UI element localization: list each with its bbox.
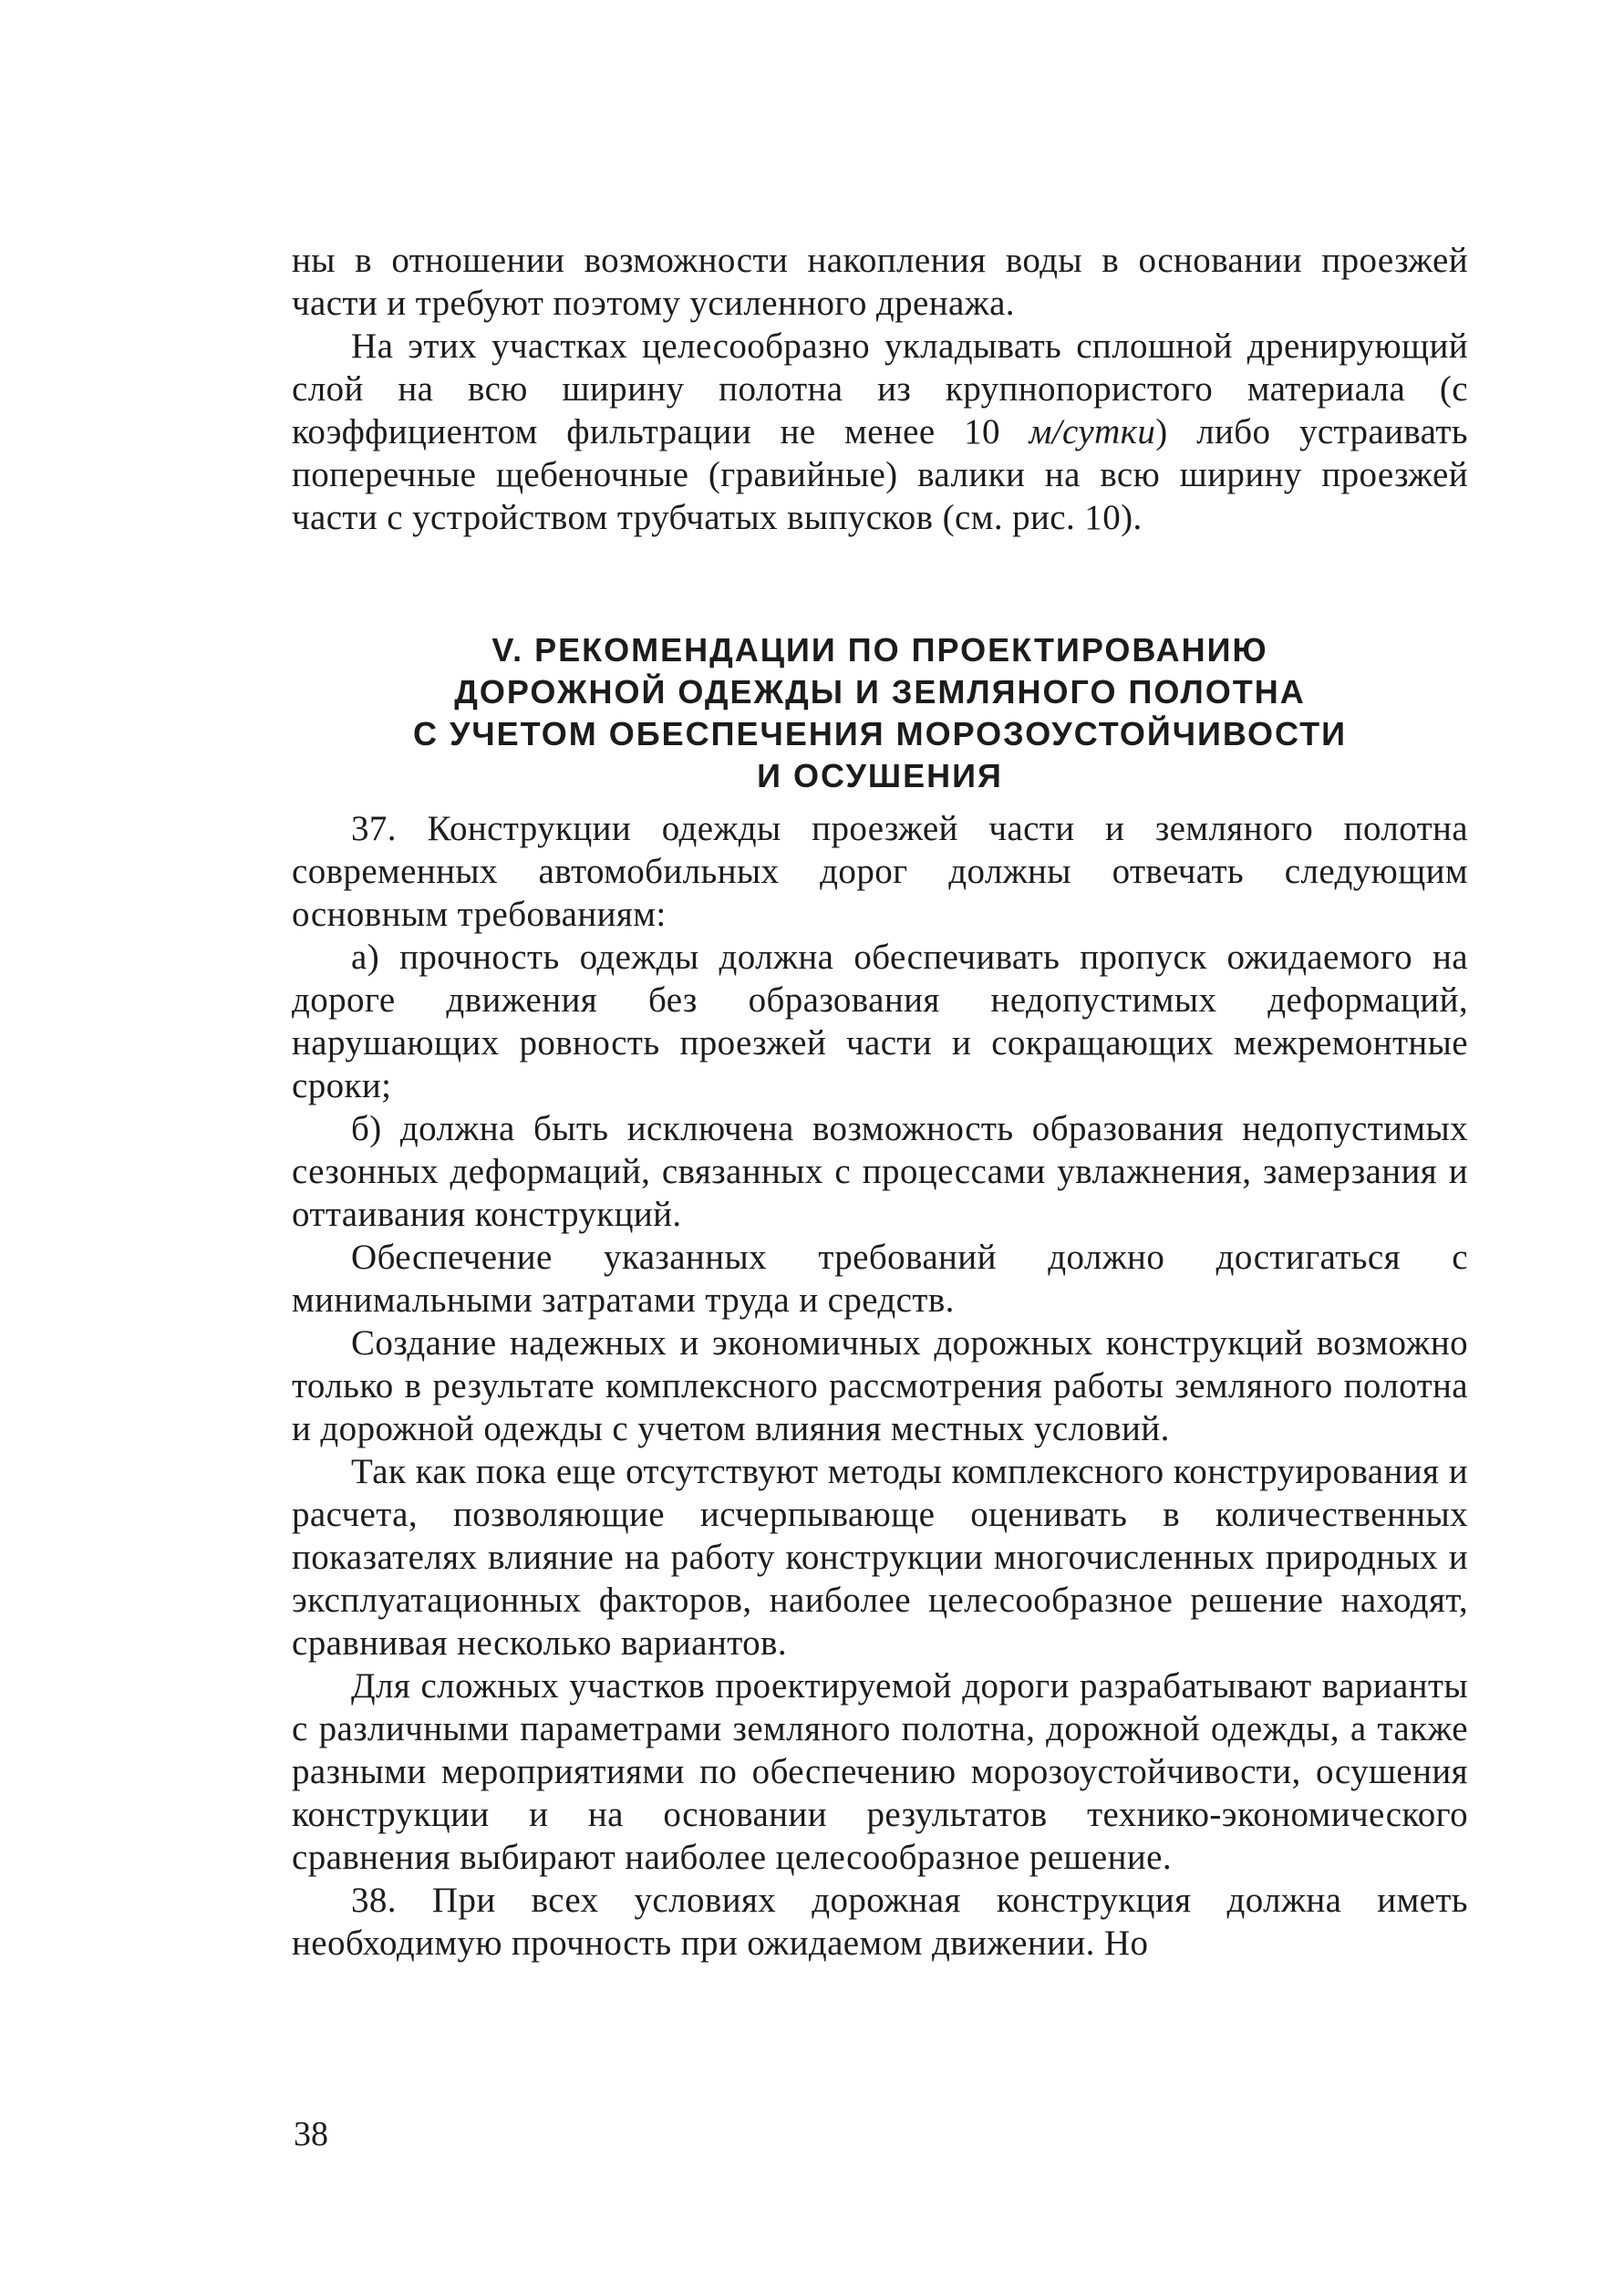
page-number: 38 (294, 2115, 328, 2153)
requirement-b: б) должна быть исключена возможность образования недопустимых сезонных деформаций, связанных с процессами увлажнения, замерзания и оттаивания конструкций. (292, 1109, 1468, 1234)
paragraph-38: 38. При всех условиях дорожная конструкция должна иметь необходимую прочность при ожидаемом движении. Но (292, 1881, 1468, 1963)
paragraph-37: 37. Конструкции одежды проезжей части и земляного полотна современных автомобильных дорог должны отвечать следующим основным требованиям: (292, 809, 1468, 934)
opening-text (292, 239, 1468, 539)
body-paragraph: Так как пока еще отсутствуют методы комплексного конструирования и расчета, позволяющие исчерпывающе оценивать в количественных показателях влияние на работу конструкции многочисленных природных и эксплуатационных факторов, наиболее целесообразное решение находят, сравнивая несколько вариантов. (292, 1452, 1468, 1663)
body-paragraph: Для сложных участков проектируемой дороги разрабатывают варианты с различными параметрами земляного полотна, дорожной одежды, а также разными мероприятиями по обеспечению морозоустойчивости, осушения конструкции и на основании результатов технико-экономического сравнения выбирают наиболее целесообразное решение. (292, 1666, 1468, 1877)
units-text: м/сутки (1029, 412, 1156, 451)
section-body (292, 807, 1468, 1965)
heading-line: V. РЕКОМЕНДАЦИИ ПО ПРОЕКТИРОВАНИЮ (491, 631, 1268, 669)
heading-line: С УЧЕТОМ ОБЕСПЕЧЕНИЯ МОРОЗОУСТОЙЧИВОСТИ (412, 715, 1348, 752)
drainage-text-before-units: На этих участках целесообразно укладывать сплошной дренирующий слой на всю ширину полотна из крупнопористого материала (с коэффициентом фильтрации не менее 10 (292, 327, 1468, 451)
continuation-paragraph: ны в отношении возможности накопления воды в основании проезжей части и требуют поэтому усиленного дренажа. (292, 241, 1468, 323)
heading-line: И ОСУШЕНИЯ (757, 757, 1003, 794)
requirement-a: а) прочность одежды должна обеспечивать пропуск ожидаемого на дороге движения без образования недопустимых деформаций, нарушающих ровность проезжей части и сокращающих межремонтные сроки; (292, 938, 1468, 1105)
drainage-text-after-units: ) либо устраивать поперечные щебеночные (гравийные) валики на всю ширину проезжей части с устройством трубчатых выпусков (см. рис. 10). (292, 412, 1468, 537)
drainage-paragraph (292, 325, 1468, 539)
body-paragraph: Создание надежных и экономичных дорожных конструкций возможно только в результате комплексного рассмотрения работы земляного полотна и дорожной одежды с учетом влияния местных условий. (292, 1323, 1468, 1448)
heading-line: ДОРОЖНОЙ ОДЕЖДЫ И ЗЕМЛЯНОГО ПОЛОТНА (454, 673, 1306, 710)
body-paragraph: Обеспечение указанных требований должно достигаться с минимальными затратами труда и средств. (292, 1238, 1468, 1320)
section-heading (292, 629, 1468, 797)
